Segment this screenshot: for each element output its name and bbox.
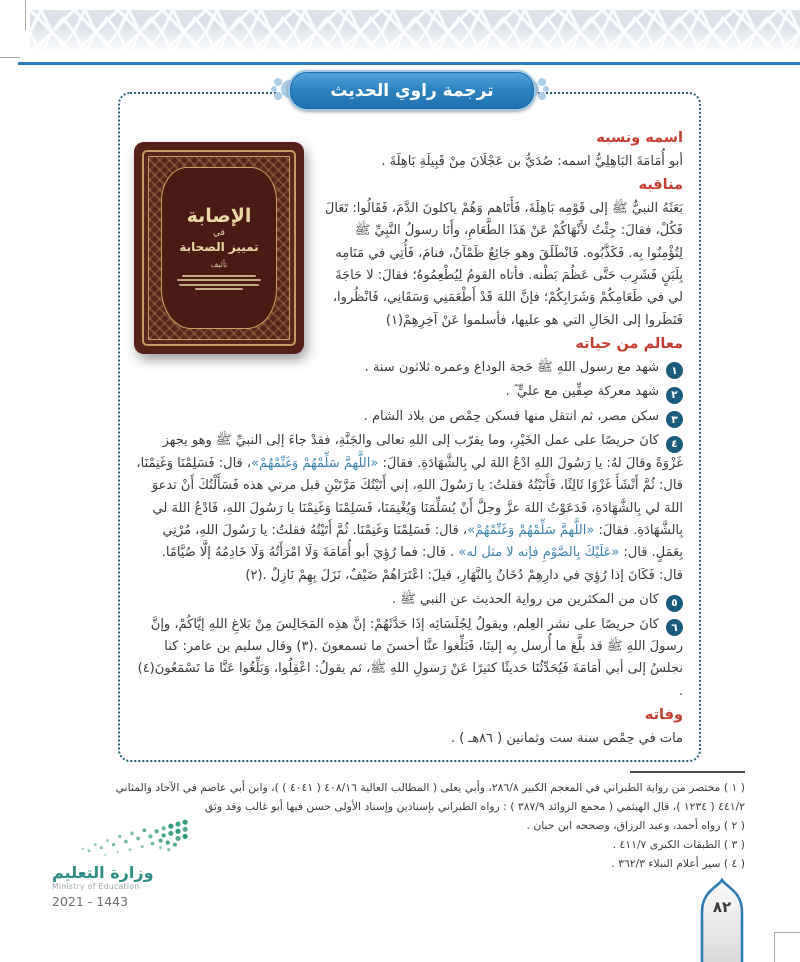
- milestone-item: [134, 381, 683, 404]
- footnote-item: ( ٢ ) رواه أحمد، وعبد الرزاق، وصححه ابن حبان .: [526, 818, 745, 832]
- milestone-text: كان من المكثرين من رواية الحديث عن النبي ﷺ .: [391, 591, 659, 607]
- page-number-dome: [697, 878, 747, 962]
- milestone-item: [134, 614, 683, 704]
- page-number: ٨٢: [712, 898, 732, 916]
- book-cover-pattern-frame: [148, 156, 290, 340]
- milestone-item: [134, 406, 683, 429]
- book-title-line3: تمييز الصحابة: [179, 239, 259, 254]
- milestone-text: شهد مع رسول اللهِ ﷺ حَجة الوداع وعمره ثلاثون سنة .: [364, 359, 659, 375]
- milestone-number-badge: ٤: [666, 436, 683, 453]
- header-rule: [18, 62, 800, 65]
- milestone-text: شهد معركة صِفِّين مع عليٍّ ؓ .: [505, 384, 659, 400]
- milestone-text: كانَ حريصًا على نشر العِلم، ويقولُ لِجُلَسَائِه إذَا حَدَّثَهُمْ: إنَّ هذِه المَجَالِسَ مِنْ بَلاغِ اللهِ إيَّاكُمْ، وإنَّ رسولَ اللهِ ﷺ قد بلَّغ ما أُرسل بِه إلينَا، فَبَلِّغوا عنَّا أحسنَ ما تسمعونَ .(٣) وقال سليم بن عامر: كنا نجلسُ إلى أبي أمَامَةَ فَيُحَدِّثُنَا حَديثًا كثيرًا عَنْ رَسولِ اللهِ ﷺ، ثم يقولُ: اعْقِلُوا، وَبَلِّغُوا عَنَّا مَا تَسْمَعُونَ(٤) .: [137, 616, 683, 699]
- virtues-text: بَعَثَهُ النبيُّ ﷺ إلى قَوْمِه بَاهِلَةَ، فَأَتَاهم وَهُمْ ياكلونَ الدَّمَ، فَقَالُوا: تَعَالَ فَكُلْ، فقالَ: جِئْتُ لأَنْهَاكُمْ عَنْ هَذَا الطَّعَامِ، وأَنَا رسولُ النَّبِيِّ ﷺ لِتُؤْمِنُوا بِه. فَكَذَّبُوه. فَانْطَلَقَ وهو جَائِعٌ ظَمْآنُ، فنامَ، فَأُتِي في مَنَامِه بِلَبَنٍ فَشَرِب حَتَّى عَظُمَ بَطْنه. فأتاه القومُ لِيُطْعِمُوهُ؛ فقالَ: لا حَاجَةَ لي في طَعَامِكُمْ وَشَرَابِكُمْ؛ فإنَّ اللهَ قَدْ أَطْعَمَنِي وَسَقَانِي، فَانْظُروا، فَنَظَروا إلى الحَالِ التي هو عليها، فأسلموا عَنْ آخِرِهِمْ(١): [324, 200, 683, 328]
- banner-title: ترجمة راوي الحديث: [330, 80, 494, 101]
- milestone-number-badge: ٦: [666, 619, 683, 636]
- lesson-banner: [288, 70, 536, 111]
- book-cover-outer-frame: [142, 150, 296, 346]
- ministry-name-arabic: وزارة التعليم: [52, 863, 154, 882]
- milestone-text: سكن مصر، ثم انتقل منها فسكن حِمْص من بلاد الشام .: [363, 408, 659, 424]
- milestone-item: [134, 430, 683, 587]
- milestones-list: [134, 357, 683, 703]
- corner-mark-bottom-right-horizontal: [774, 932, 800, 933]
- book-title-line2: في: [213, 227, 225, 238]
- section-heading-death: وفاته: [644, 707, 683, 724]
- ministry-years: 2021 - 1443: [52, 893, 129, 909]
- book-title-line1: الإصابة: [186, 204, 252, 227]
- section-heading-virtues: مناقبه: [638, 177, 683, 194]
- book-cover-author-line: [195, 288, 243, 290]
- section-heading-name-lineage: اسمه ونسبه: [596, 130, 683, 146]
- ministry-name-english: Ministry of Education: [52, 881, 140, 891]
- death-text: مات في حِمْص سنة ست وثمانين ( ٨٦هـ ) .: [450, 730, 683, 746]
- milestone-text: كانَ حريصًا على عمل الخَيْرِ، وما يقرّب إلى اللهِ تعالى والجَنَّةِ، فقدْ جاءَ إلى النبيِّ ﷺ وهو يجهز غَزْوَةً وقالَ لهُ: يا رَسُولَ اللهِ ادْعُ اللهَ لي بِالشَّهَادَةِ. فقالَ: «اللَّهمَّ سَلِّمْهُمْ وَغَنِّمْهُمْ»، قال: فَسَلِمْنَا وَغَنِمْنَا، قال: ثُمَّ أَنْشَأَ غَزْوًا ثَالِثًا، فَأَتَيْتُهُ فقلتُ: يا رَسُولَ اللهِ، إني أَتَيْتُكَ مَرَّتَيْنِ قبل مرتي هذه فَسَأَلْتُكَ أَنْ تدعوَ اللهَ لي بِالشَّهَادَةِ، فَدَعَوْتُ اللهَ عزَّ وجلَّ أَنْ يُسَلِّمَنَا وَيُغْنِمَنَا، فَسَلِمْنَا وَغَنِمْنَا يا رَسُولَ اللهِ، فَادْعُ اللهَ لي بِالشَّهَادَةِ. فقالَ: «اللَّهمَّ سَلِّمْهُمْ وَغَنِّمْهُمْ»، قال: فَسَلِمْنَا وَغَنِمْنَا. ثُمَّ أَتَيْتُهُ فقلتُ: يا رَسُولَ اللهِ، مُرْنِي بِعَمَلٍ. قال: «عَلَيْكَ بِالصَّوْمِ فإنه لا مثل له» . قال: فما رُؤِيَ أبو أُمَامَةَ وَلَا امْرَأَتُهُ وَلَا خَادِمُهُ إلَّا صُيَّامًا. قال: فَكَانَ إذا رُؤِيَ في دارِهِمْ دُخَانٌ بِالنَّهَارِ، قيلَ: اعْتَرَاهُمْ ضَيْفٌ، نَزَلَ بِهِمْ نَازِلٌ .(٢): [136, 433, 683, 583]
- milestone-item: [134, 357, 683, 380]
- corner-mark-bottom-right-vertical: [774, 932, 775, 962]
- milestone-number-badge: ٢: [666, 387, 683, 404]
- milestone-number-badge: ٣: [666, 411, 683, 428]
- ministry-logo: [52, 816, 212, 909]
- footnote-item: ( ٤ ) سير أعلام النبلاء ٣٦٢/٣ .: [611, 856, 745, 870]
- book-cover-image: [134, 142, 304, 354]
- corner-mark-top-left-vertical: [25, 0, 26, 30]
- footnote-separator: [630, 771, 745, 773]
- corner-mark-top-left-horizontal: [0, 57, 20, 58]
- milestone-item: [134, 589, 683, 612]
- book-cover-title-panel: [161, 167, 277, 329]
- footnote-item: ( ١ ) مختصر من رواية الطبراني في المعجم الكبير ٢٨٦/٨، وأبي يعلى ( المطالب العالية ٤٠٨/١٦ ( ٤٠٤١ ) )، وابن أبي عاصم في الآحاد والمثاني ٤٤١/٢ ( ١٢٣٤ )، قال الهيثمي ( مجمع الزوائد ٣٨٧/٩ ) : رواه الطبراني بإسنادين وإسناد الأولى حسن فيها أبو غالب وقد وثق: [115, 781, 745, 813]
- geometric-pattern-band: [30, 10, 800, 54]
- milestone-number-badge: ٥: [666, 595, 683, 612]
- name-lineage-text: أبو أُمَامَةَ البَاهِلِيُّ اسمه: صُدَيُّ بن عَجْلَانَ مِنْ قَبِيلَةِ بَاهِلَةَ .: [381, 153, 683, 169]
- section-heading-milestones: معالم من حياته: [575, 336, 683, 353]
- book-cover-author-line: [182, 275, 256, 277]
- book-cover-author-line: [179, 284, 259, 286]
- content-box: [118, 92, 701, 762]
- book-cover-author-line: [177, 279, 261, 281]
- book-title-author-label: تأليف: [210, 260, 228, 270]
- milestone-number-badge: ١: [666, 362, 683, 379]
- footnote-item: ( ٣ ) الطبقات الكبرى ٤١١/٧ .: [612, 837, 745, 851]
- ministry-logo-dots-icon: [52, 816, 212, 862]
